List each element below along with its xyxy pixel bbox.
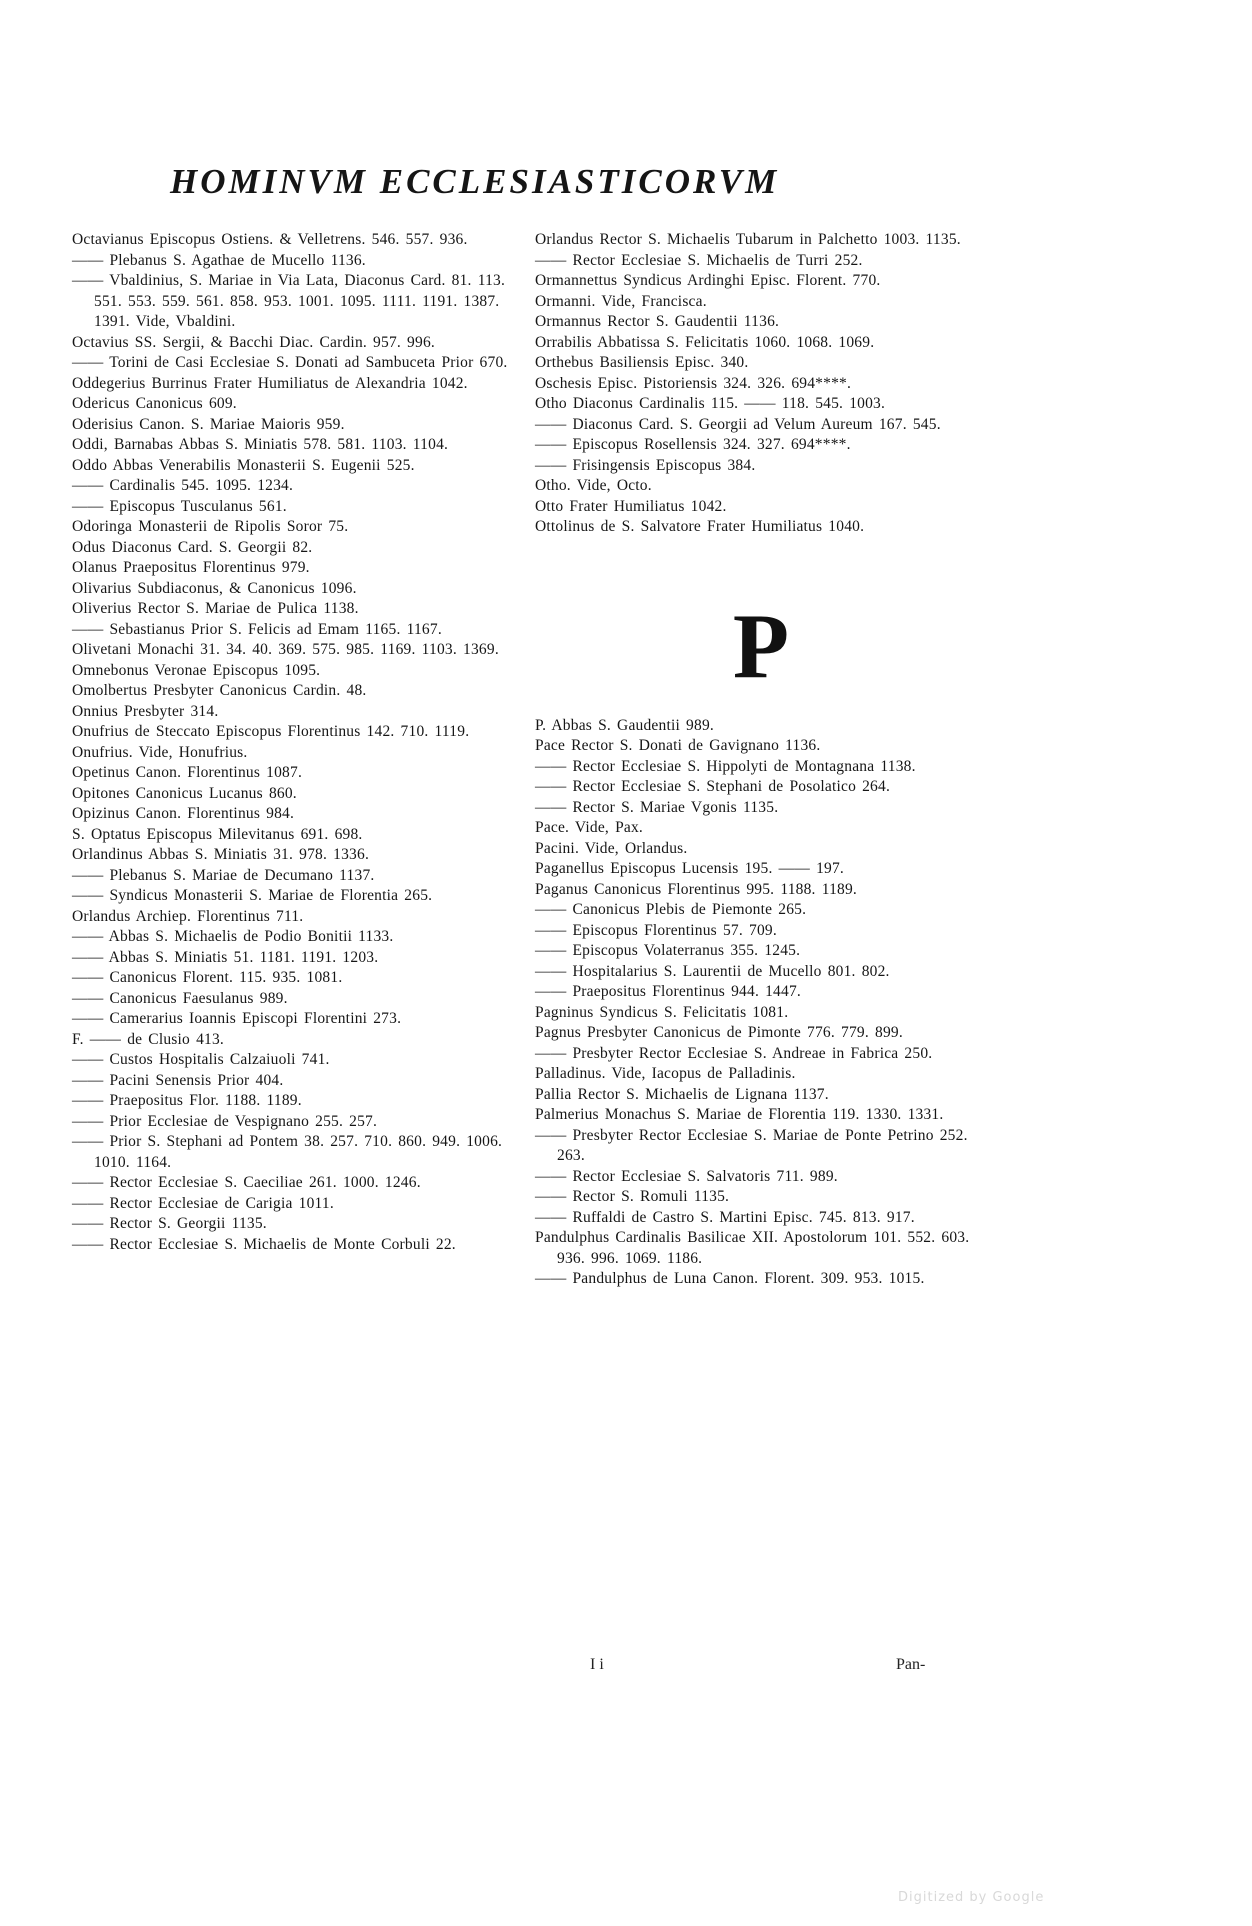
index-entry: Oddi, Barnabas Abbas S. Miniatis 578. 581. 1103. 1104. <box>72 436 449 453</box>
index-entry: Opetinus Canon. Florentinus 1087. <box>72 764 303 781</box>
index-entry: Odus Diaconus Card. S. Georgii 82. <box>72 538 313 556</box>
index-entry: —— Rector Ecclesiae S. Caeciliae 261. 1000. 1246. <box>72 1174 421 1191</box>
index-entry: —— Abbas S. Miniatis 51. 1181. 1191. 1203. <box>72 948 379 966</box>
index-entry: —— Rector S. Georgii 1135. <box>72 1215 267 1232</box>
index-entry: Pagnus Presbyter Canonicus de Pimonte 776. 779. 899. <box>535 1024 903 1041</box>
index-entry: —— Hospitalarius S. Laurentii de Mucello 801. 802. <box>535 962 890 980</box>
index-entry: —— Vbaldinius, S. Mariae in Via Lata, Diaconus Card. 81. 113. 551. 553. 559. 561. 858. 953. 1001. 1095. 1111. 1191. 1387. 1391. Vide, Vbaldini. <box>72 272 506 330</box>
index-entry: Odoringa Monasterii de Ripolis Soror 75. <box>72 518 349 535</box>
index-entry: Oddegerius Burrinus Frater Humiliatus de Alexandria 1042. <box>72 374 468 392</box>
index-entry: —— Canonicus Plebis de Piemonte 265. <box>535 901 807 918</box>
index-entry: —— Praepositus Florentinus 944. 1447. <box>535 983 801 1000</box>
index-entry: —— Torini de Casi Ecclesiae S. Donati ad Sambuceta Prior 670. <box>72 354 508 371</box>
index-entry: Onnius Presbyter 314. <box>72 702 219 720</box>
index-entry: —— Episcopus Rosellensis 324. 327. 694****. <box>535 436 851 453</box>
running-title: HOMINVM ECCLESIASTICORVM <box>170 162 780 201</box>
index-entry: —— Prior Ecclesiae de Vespignano 255. 257. <box>72 1112 378 1130</box>
index-entry: Oddo Abbas Venerabilis Monasterii S. Eugenii 525. <box>72 456 415 474</box>
index-entry: —— Rector Ecclesiae S. Salvatoris 711. 989. <box>535 1167 838 1185</box>
index-entry: Orthebus Basiliensis Episc. 340. <box>535 354 749 371</box>
index-entry: Orlandinus Abbas S. Miniatis 31. 978. 1336. <box>72 846 370 863</box>
index-entry: —— Rector Ecclesiae de Carigia 1011. <box>72 1194 334 1212</box>
index-entry: F. —— de Clusio 413. <box>72 1030 224 1048</box>
index-entry: Orlandus Rector S. Michaelis Tubarum in Palchetto 1003. 1135. <box>535 231 961 248</box>
right-column <box>535 230 987 1290</box>
index-entry: Pacini. Vide, Orlandus. <box>535 839 688 857</box>
index-entry: —— Episcopus Volaterranus 355. 1245. <box>535 942 801 959</box>
index-entry: Pagninus Syndicus S. Felicitatis 1081. <box>535 1003 789 1021</box>
index-entry: —— Canonicus Faesulanus 989. <box>72 989 288 1007</box>
index-entry: Otho. Vide, Octo. <box>535 477 652 494</box>
index-entry: Oderisius Canon. S. Mariae Maioris 959. <box>72 415 345 433</box>
index-entry: —— Rector Ecclesiae S. Michaelis de Monte Corbuli 22. <box>72 1235 456 1253</box>
index-entry: —— Sebastianus Prior S. Felicis ad Emam 1165. 1167. <box>72 620 442 638</box>
index-entry: Olanus Praepositus Florentinus 979. <box>72 559 310 576</box>
section-letter: P <box>732 594 790 697</box>
index-entry: Octavianus Episcopus Ostiens. & Velletrens. 546. 557. 936. <box>72 231 468 248</box>
index-entry: S. Optatus Episcopus Milevitanus 691. 698. <box>72 825 363 843</box>
index-entry: Ottolinus de S. Salvatore Frater Humiliatus 1040. <box>535 518 865 535</box>
index-entry: Olivarius Subdiaconus, & Canonicus 1096. <box>72 579 357 597</box>
index-entry: Palladinus. Vide, Iacopus de Palladinis. <box>535 1065 796 1082</box>
index-entry: Palmerius Monachus S. Mariae de Florentia 119. 1330. 1331. <box>535 1106 944 1123</box>
index-entry: —— Praepositus Flor. 1188. 1189. <box>72 1092 302 1109</box>
index-entry: —— Plebanus S. Mariae de Decumano 1137. <box>72 866 375 884</box>
index-entry: —— Prior S. Stephani ad Pontem 38. 257. 710. 860. 949. 1006. 1010. 1164. <box>72 1133 503 1171</box>
right-column-entries-o <box>535 230 987 538</box>
index-entry: —— Rector S. Mariae Vgonis 1135. <box>535 798 779 816</box>
index-entry: Orlandus Archiep. Florentinus 711. <box>72 907 304 925</box>
index-entry: Orrabilis Abbatissa S. Felicitatis 1060. 1068. 1069. <box>535 333 875 351</box>
index-entry: —— Episcopus Tusculanus 561. <box>72 497 287 515</box>
index-entry: Ormanni. Vide, Francisca. <box>535 292 707 310</box>
index-entry: —— Camerarius Ioannis Episcopi Florentini 273. <box>72 1010 402 1027</box>
index-entry: —— Canonicus Florent. 115. 935. 1081. <box>72 969 343 986</box>
index-entry: —— Plebanus S. Agathae de Mucello 1136. <box>72 251 366 269</box>
catchword: Pan- <box>896 1656 926 1673</box>
index-entry: —— Custos Hospitalis Calzaiuoli 741. <box>72 1051 330 1068</box>
index-entry: Pace Rector S. Donati de Gavignano 1136. <box>535 737 821 754</box>
index-entry: —— Abbas S. Michaelis de Podio Bonitii 1133. <box>72 928 394 945</box>
index-entry: Paganellus Episcopus Lucensis 195. —— 197. <box>535 860 844 877</box>
index-entry: —— Syndicus Monasterii S. Mariae de Florentia 265. <box>72 887 433 904</box>
index-entry: Onufrius de Steccato Episcopus Florentinus 142. 710. 1119. <box>72 723 470 740</box>
index-entry: —— Presbyter Rector Ecclesiae S. Andreae in Fabrica 250. <box>535 1044 933 1062</box>
index-entry: —— Ruffaldi de Castro S. Martini Episc. 745. 813. 917. <box>535 1208 915 1226</box>
index-entry: —— Rector Ecclesiae S. Hippolyti de Montagnana 1138. <box>535 757 916 775</box>
index-entry: —— Rector Ecclesiae S. Michaelis de Turri 252. <box>535 251 863 269</box>
index-entry: Onufrius. Vide, Honufrius. <box>72 743 248 761</box>
index-entry: —— Rector Ecclesiae S. Stephani de Posolatico 264. <box>535 778 891 795</box>
watermark: Digitized by Google <box>898 1890 1045 1905</box>
index-entry: Omnebonus Veronae Episcopus 1095. <box>72 661 321 679</box>
index-entry: Oschesis Episc. Pistoriensis 324. 326. 694****. <box>535 374 852 392</box>
index-entry: —— Cardinalis 545. 1095. 1234. <box>72 477 294 494</box>
index-entry: P. Abbas S. Gaudentii 989. <box>535 716 714 734</box>
index-entry: —— Frisingensis Episcopus 384. <box>535 456 756 474</box>
index-entry: Otto Frater Humiliatus 1042. <box>535 497 727 515</box>
index-entry: Pandulphus Cardinalis Basilicae XII. Apostolorum 101. 552. 603. 936. 996. 1069. 1186. <box>535 1229 970 1267</box>
index-entry: Omolbertus Presbyter Canonicus Cardin. 48. <box>72 682 367 699</box>
index-entry: Opitones Canonicus Lucanus 860. <box>72 784 297 802</box>
index-entry: —— Diaconus Card. S. Georgii ad Velum Aureum 167. 545. <box>535 415 941 433</box>
index-entry: —— Pandulphus de Luna Canon. Florent. 309. 953. 1015. <box>535 1270 925 1287</box>
index-entry: Ormannettus Syndicus Ardinghi Episc. Florent. 770. <box>535 272 881 289</box>
index-entry: —— Pacini Senensis Prior 404. <box>72 1071 284 1089</box>
signature-mark: I i <box>590 1656 604 1673</box>
index-entry: Oliverius Rector S. Mariae de Pulica 1138. <box>72 600 359 617</box>
index-entry: Olivetani Monachi 31. 34. 40. 369. 575. 985. 1169. 1103. 1369. <box>72 641 499 658</box>
index-entry: Octavius SS. Sergii, & Bacchi Diac. Cardin. 957. 996. <box>72 333 435 351</box>
index-entry: Pace. Vide, Pax. <box>535 819 644 836</box>
index-entry: Paganus Canonicus Florentinus 995. 1188. 1189. <box>535 880 858 898</box>
index-entry: —— Episcopus Florentinus 57. 709. <box>535 921 777 939</box>
index-entry: Pallia Rector S. Michaelis de Lignana 1137. <box>535 1085 829 1103</box>
index-entry: Ormannus Rector S. Gaudentii 1136. <box>535 313 780 330</box>
index-entry: —— Presbyter Rector Ecclesiae S. Mariae de Ponte Petrino 252. 263. <box>535 1126 968 1164</box>
left-column <box>72 230 518 1255</box>
index-entry: Odericus Canonicus 609. <box>72 395 237 412</box>
index-entry: Otho Diaconus Cardinalis 115. —— 118. 545. 1003. <box>535 395 886 412</box>
index-entry: —— Rector S. Romuli 1135. <box>535 1188 730 1205</box>
index-entry: Opizinus Canon. Florentinus 984. <box>72 805 295 822</box>
right-column-entries-p <box>535 716 987 1290</box>
